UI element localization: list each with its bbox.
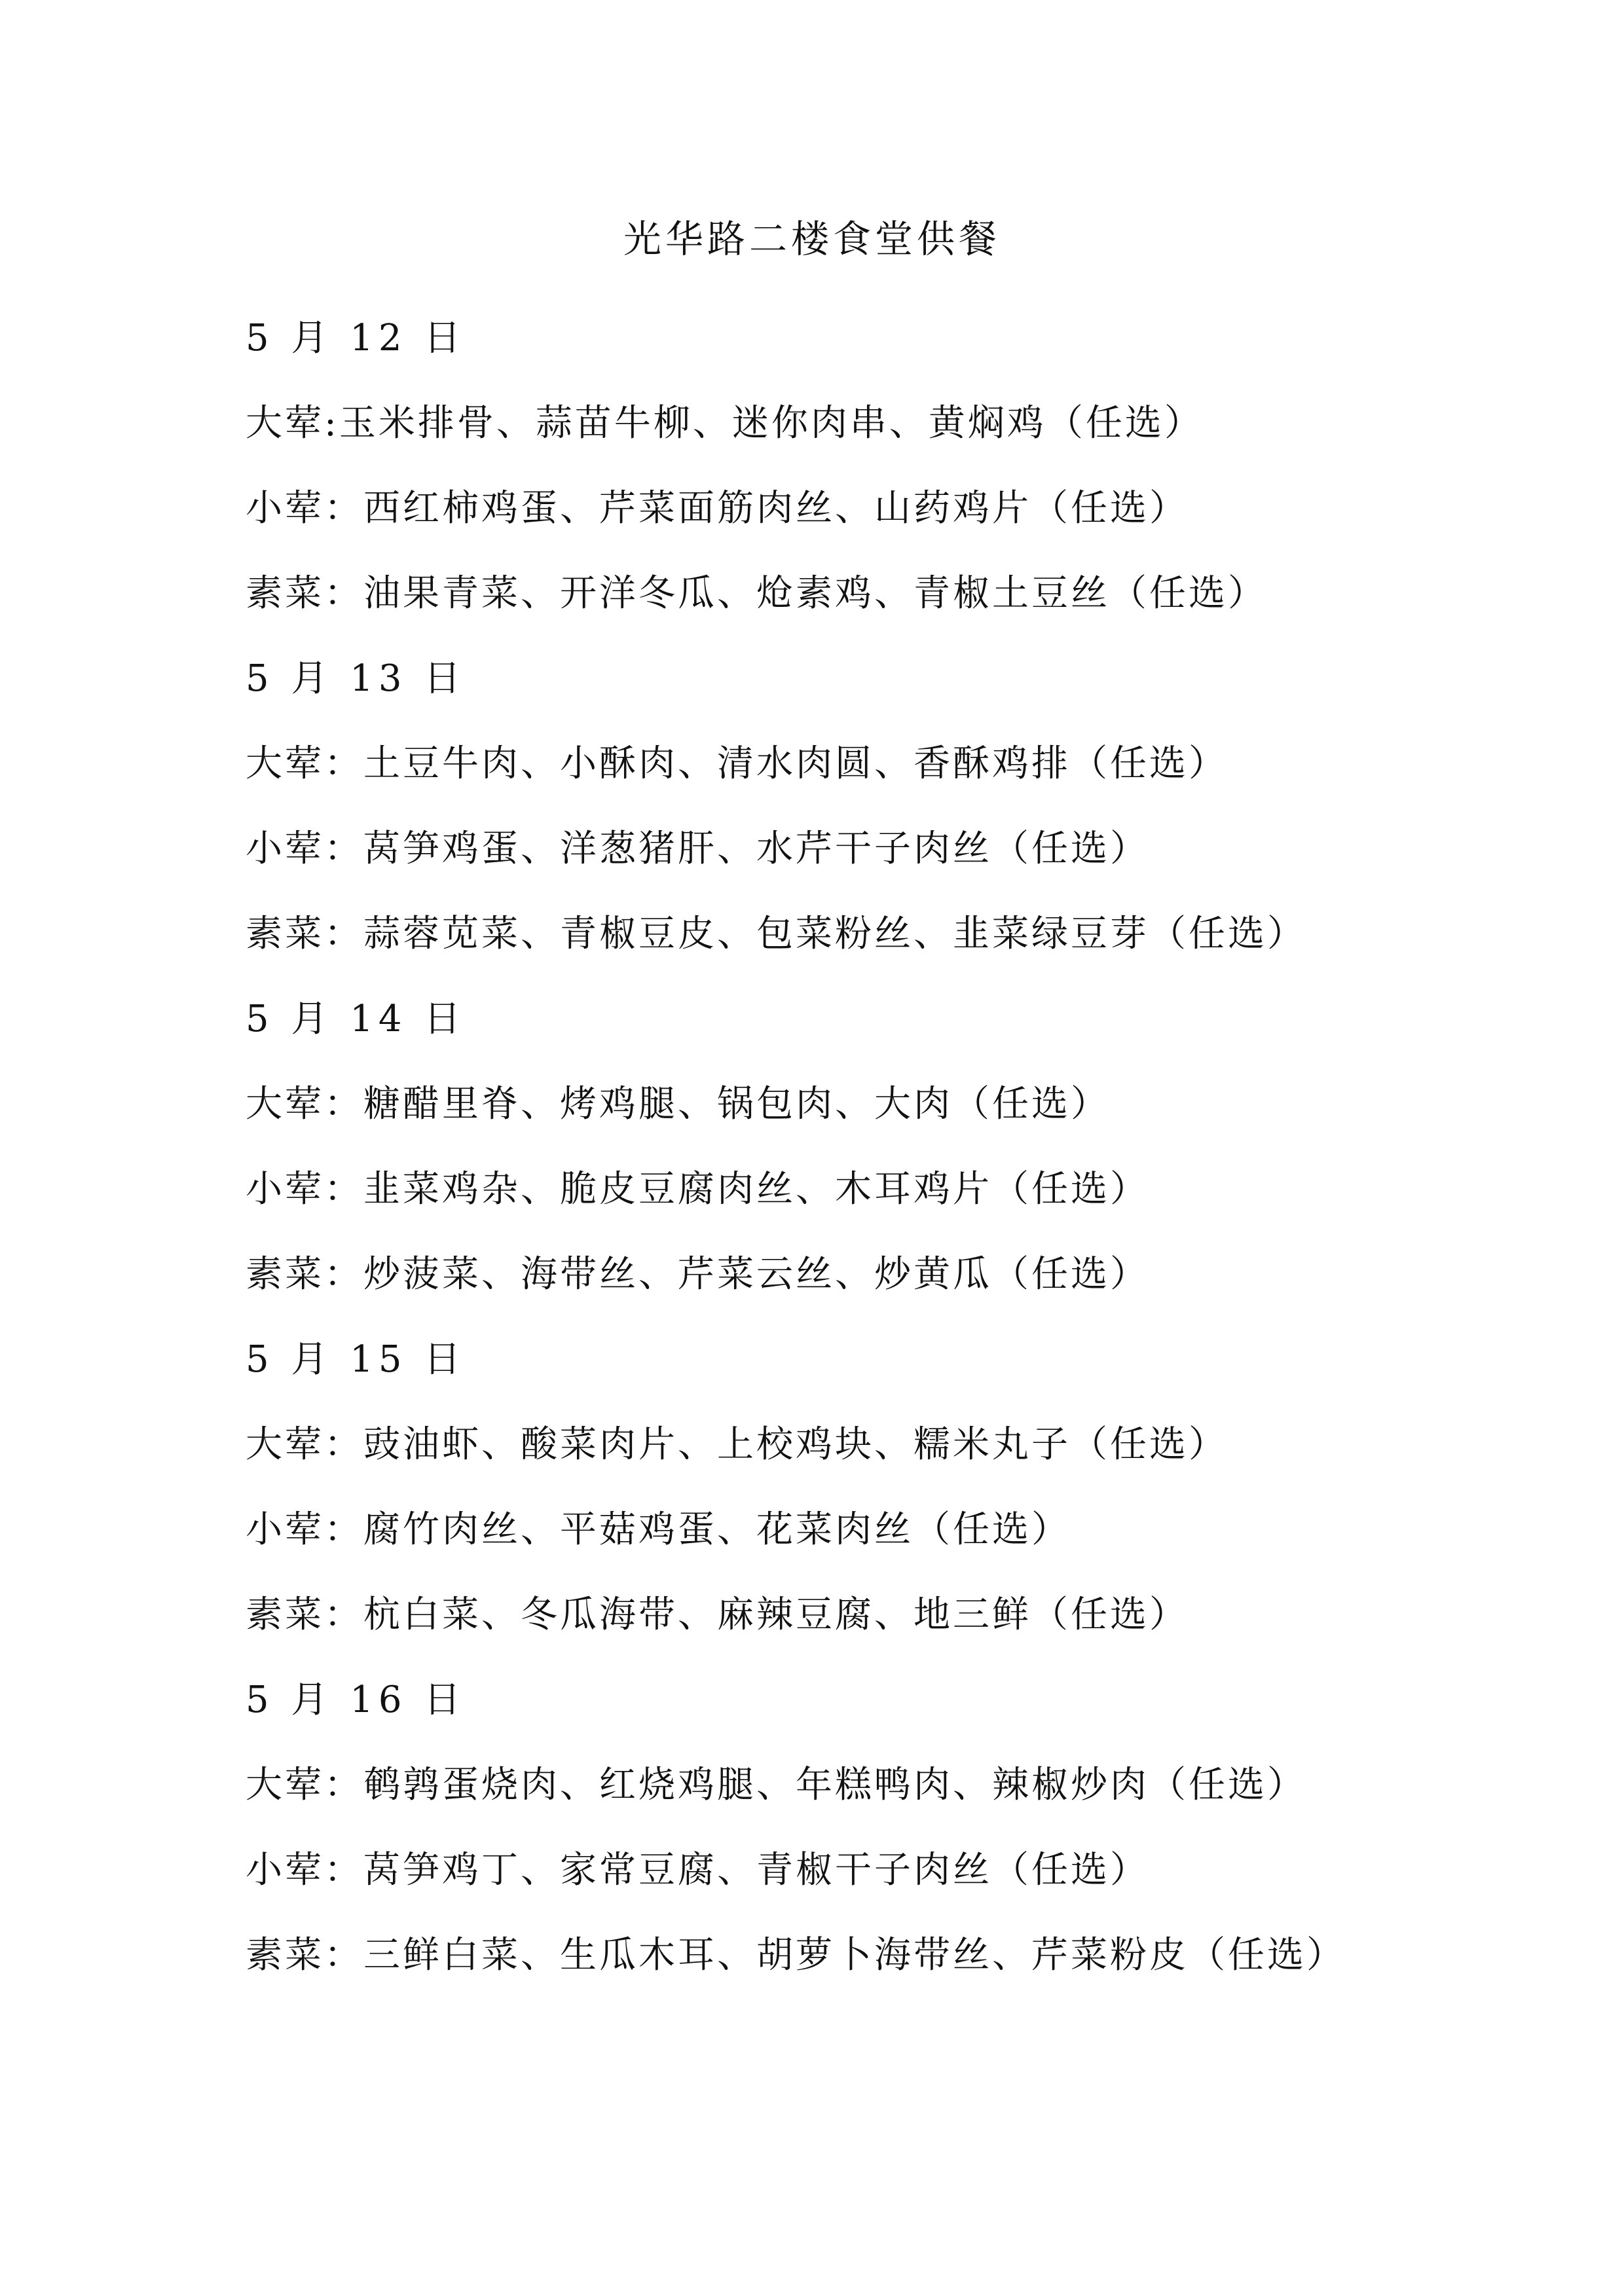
big-meat-line: 大荤：豉油虾、酸菜肉片、上校鸡块、糯米丸子（任选） [246, 1423, 1228, 1466]
vegetable-line: 素菜：杭白菜、冬瓜海带、麻辣豆腐、地三鲜（任选） [246, 1594, 1189, 1636]
big-meat-line: 大荤：糖醋里脊、烤鸡腿、锅包肉、大肉（任选） [246, 1083, 1110, 1125]
date-heading: 5 月 15 日 [246, 1338, 466, 1381]
small-meat-line: 小荤：韭菜鸡杂、脆皮豆腐肉丝、木耳鸡片（任选） [246, 1168, 1149, 1211]
day-block [246, 1317, 1490, 1658]
date-heading: 5 月 14 日 [246, 998, 466, 1040]
vegetable-line: 素菜：三鲜白菜、生瓜木耳、胡萝卜海带丝、芹菜粉皮（任选） [246, 1934, 1346, 1977]
date-heading: 5 月 13 日 [246, 657, 466, 700]
menu-content [246, 296, 1490, 1998]
small-meat-line: 小荤：腐竹肉丝、平菇鸡蛋、花菜肉丝（任选） [246, 1508, 1071, 1551]
day-block [246, 1658, 1490, 1998]
big-meat-line: 大荤：鹌鹑蛋烧肉、红烧鸡腿、年糕鸭肉、辣椒炒肉（任选） [246, 1764, 1306, 1806]
day-block [246, 636, 1490, 977]
big-meat-line: 大荤:玉米排骨、蒜苗牛柳、迷你肉串、黄焖鸡（任选） [246, 402, 1204, 445]
small-meat-line: 小荤：莴笋鸡蛋、洋葱猪肝、水芹干子肉丝（任选） [246, 828, 1149, 870]
page-title: 光华路二楼食堂供餐 [623, 217, 1001, 261]
day-block [246, 296, 1490, 636]
vegetable-line: 素菜：炒菠菜、海带丝、芹菜云丝、炒黄瓜（任选） [246, 1253, 1149, 1296]
vegetable-line: 素菜：蒜蓉苋菜、青椒豆皮、包菜粉丝、韭菜绿豆芽（任选） [246, 913, 1306, 955]
date-heading: 5 月 12 日 [246, 317, 466, 359]
date-heading: 5 月 16 日 [246, 1679, 466, 1721]
day-block [246, 977, 1490, 1317]
small-meat-line: 小荤：西红柿鸡蛋、芹菜面筋肉丝、山药鸡片（任选） [246, 487, 1189, 530]
big-meat-line: 大荤：土豆牛肉、小酥肉、清水肉圆、香酥鸡排（任选） [246, 742, 1228, 785]
vegetable-line: 素菜：油果青菜、开洋冬瓜、炝素鸡、青椒土豆丝（任选） [246, 572, 1267, 615]
small-meat-line: 小荤：莴笋鸡丁、家常豆腐、青椒干子肉丝（任选） [246, 1849, 1149, 1891]
